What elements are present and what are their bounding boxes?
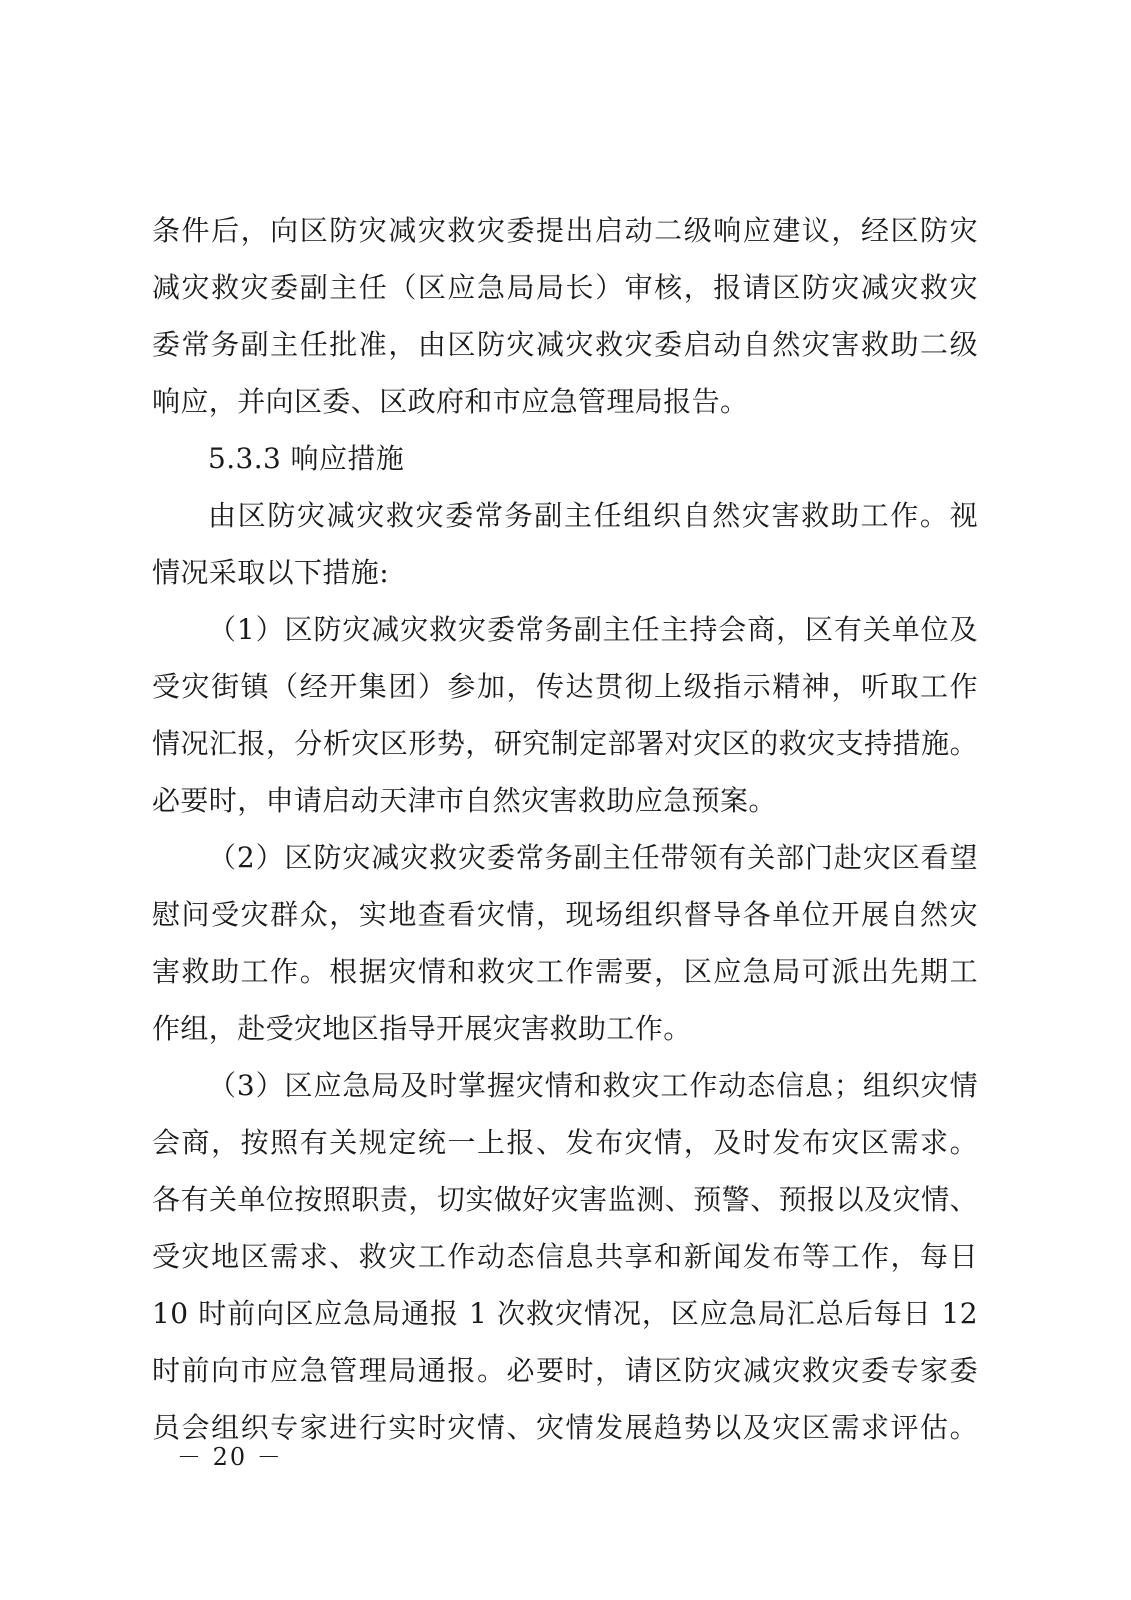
text-line: （3）区应急局及时掌握灾情和救灾工作动态信息；组织灾情 (208, 1069, 978, 1102)
text-line: 各有关单位按照职责，切实做好灾害监测、预警、预报以及灾情、 (152, 1183, 978, 1216)
text-line: 情况采取以下措施: (152, 556, 390, 589)
text-line: 时前向市应急管理局通报。必要时，请区防灾减灾救灾委专家委 (152, 1354, 978, 1387)
text-line: 10 时前向区应急局通报 1 次救灾情况，区应急局汇总后每日 12 (152, 1297, 978, 1330)
page-number: － 20 － (177, 1443, 283, 1471)
text-line: 委常务副主任批准，由区防灾减灾救灾委启动自然灾害救助二级 (152, 328, 978, 361)
text-line: （2）区防灾减灾救灾委常务副主任带领有关部门赴灾区看望 (208, 841, 978, 874)
text-line: 减灾救灾委副主任（区应急局局长）审核，报请区防灾减灾救灾 (152, 271, 978, 304)
text-line: 员会组织专家进行实时灾情、灾情发展趋势以及灾区需求评估。 (152, 1411, 978, 1444)
text-line: 条件后，向区防灾减灾救灾委提出启动二级响应建议，经区防灾 (152, 214, 978, 247)
text-line: 情况汇报，分析灾区形势，研究制定部署对灾区的救灾支持措施。 (152, 727, 978, 760)
text-line: 害救助工作。根据灾情和救灾工作需要，区应急局可派出先期工 (152, 955, 978, 988)
section-heading: 5.3.3 响应措施 (208, 442, 405, 475)
text-line: 慰问受灾群众，实地查看灾情，现场组织督导各单位开展自然灾 (152, 898, 978, 931)
text-line: 必要时，申请启动天津市自然灾害救助应急预案。 (152, 784, 777, 817)
text-line: 响应，并向区委、区政府和市应急管理局报告。 (152, 385, 749, 418)
text-line: 受灾街镇（经开集团）参加，传达贯彻上级指示精神，听取工作 (152, 670, 978, 703)
text-line: 受灾地区需求、救灾工作动态信息共享和新闻发布等工作，每日 (152, 1240, 978, 1273)
text-line: 由区防灾减灾救灾委常务副主任组织自然灾害救助工作。视 (208, 499, 978, 532)
body-text (152, 202, 978, 1456)
text-line: 会商，按照有关规定统一上报、发布灾情，及时发布灾区需求。 (152, 1126, 978, 1159)
text-line: 作组，赴受灾地区指导开展灾害救助工作。 (152, 1012, 692, 1045)
text-line: （1）区防灾减灾救灾委常务副主任主持会商，区有关单位及 (208, 613, 978, 646)
